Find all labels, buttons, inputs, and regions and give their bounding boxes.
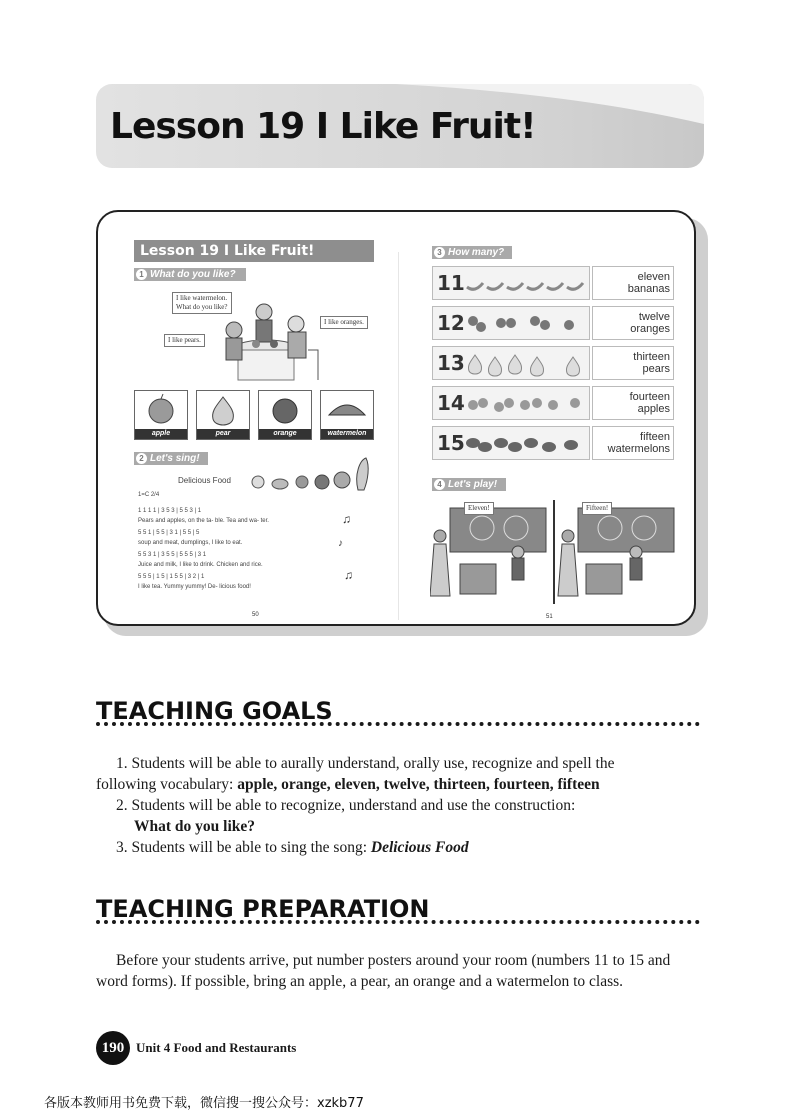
section-number: 2 xyxy=(136,453,147,464)
speech-bubble xyxy=(172,292,232,314)
textbook-spread xyxy=(96,210,708,636)
music-note-icon: ♫ xyxy=(342,512,351,526)
song-notes: 5 5 3 1 | 3 5 5 | 5 5 5 | 3 1 xyxy=(138,552,207,558)
apple-icon xyxy=(135,391,187,429)
lesson-title: Lesson 19 I Like Fruit! xyxy=(110,106,536,147)
section-how-many xyxy=(432,246,512,259)
fruit-label: orange xyxy=(259,429,311,439)
spread-frame xyxy=(96,210,696,626)
speech-bubble: Fifteen! xyxy=(582,502,612,515)
count-number: 13 xyxy=(437,351,465,375)
count-word xyxy=(592,346,674,380)
section-number: 1 xyxy=(136,269,147,280)
count-box xyxy=(432,426,590,460)
section-label: How many? xyxy=(448,247,505,258)
teaching-goals-heading: TEACHING GOALS xyxy=(96,697,333,725)
section-number: 4 xyxy=(434,479,445,490)
preparation-line-2: word forms). If possible, bring an apple, a pear, an orange and a watermelon to class. xyxy=(96,973,624,990)
section-label: Let's sing! xyxy=(150,453,200,464)
watermelon-icon xyxy=(321,391,373,429)
count-box xyxy=(432,266,590,300)
count-word xyxy=(592,306,674,340)
goal-3 xyxy=(116,837,469,858)
fruit-card-orange xyxy=(258,390,312,440)
count-word xyxy=(592,266,674,300)
count-row-15 xyxy=(432,426,674,462)
number-word: fifteen xyxy=(640,431,670,443)
watermark-text: 各版本教师用书免费下载，微信搜一搜公众号：xzkb77 xyxy=(44,1096,364,1111)
oranges-icon xyxy=(465,313,585,335)
heading-underline xyxy=(96,920,700,924)
goal-1-vocabulary: apple, orange, eleven, twelve, thirteen, fourteen, fifteen xyxy=(237,776,600,793)
song-lyrics: Pears and apples, on the ta- ble. Tea and wa- ter. xyxy=(138,518,269,524)
song-key: 1=C 2/4 xyxy=(138,492,160,498)
count-box xyxy=(432,306,590,340)
textbook-left-title: Lesson 19 I Like Fruit! xyxy=(134,240,374,262)
song-lyrics: I like tea. Yummy yummy! De- licious food! xyxy=(138,584,251,590)
fruit-word: apples xyxy=(637,403,670,415)
pears-icon xyxy=(465,351,585,377)
music-note-icon: ♪ xyxy=(338,538,343,549)
number-word: thirteen xyxy=(633,351,670,363)
classroom-game-illustration xyxy=(430,500,678,604)
goal-1-line-2 xyxy=(96,774,600,795)
lesson-banner xyxy=(96,84,704,168)
textbook-page-number: 50 xyxy=(252,612,259,618)
count-word xyxy=(592,426,674,460)
count-box xyxy=(432,346,590,380)
number-word: eleven xyxy=(637,271,670,283)
orange-icon xyxy=(259,391,311,429)
section-number: 3 xyxy=(434,247,445,258)
speech-bubble: Eleven! xyxy=(464,502,494,515)
count-number: 12 xyxy=(437,311,465,335)
section-lets-sing xyxy=(134,452,208,465)
goal-2: 2. Students will be able to recognize, understand and use the construction: xyxy=(116,797,576,814)
speech-bubble: I like oranges. xyxy=(320,316,368,329)
count-word xyxy=(592,386,674,420)
teaching-preparation-heading: TEACHING PREPARATION xyxy=(96,895,430,923)
goal-1-line-1: 1. Students will be able to aurally understand, orally use, recognize and spell the xyxy=(116,755,615,772)
section-label: What do you like? xyxy=(150,269,236,280)
count-number: 15 xyxy=(437,431,465,455)
unit-footer: Unit 4 Food and Restaurants xyxy=(136,1040,297,1055)
count-row-12 xyxy=(432,306,674,342)
section-label: Let's play! xyxy=(448,479,498,490)
preparation-line-1: Before your students arrive, put number posters around your room (numbers 11 to 15 and xyxy=(116,952,671,969)
page-gutter xyxy=(398,252,399,620)
textbook-page-number: 51 xyxy=(546,614,553,620)
fruit-word: watermelons xyxy=(607,443,670,455)
song-notes: 1 1 1 1 | 3 5 3 | 5 5 3 | 1 xyxy=(138,508,202,514)
fruit-label: watermelon xyxy=(321,429,373,439)
section-what-do-you-like xyxy=(134,268,246,281)
speech-bubble: I like pears. xyxy=(164,334,205,347)
fruit-label: pear xyxy=(197,429,249,439)
count-row-13 xyxy=(432,346,674,382)
fruit-word: bananas xyxy=(627,283,670,295)
bananas-icon xyxy=(465,273,585,295)
bubble-line: What do you like? xyxy=(176,303,228,311)
song-notes: 5 5 5 | 1 5 | 1 5 5 | 3 2 | 1 xyxy=(138,574,205,580)
apples-icon xyxy=(465,393,585,415)
fruit-word: pears xyxy=(642,363,670,375)
watermelons-icon xyxy=(465,433,585,455)
pear-icon xyxy=(197,391,249,429)
number-word: fourteen xyxy=(629,391,670,403)
count-number: 14 xyxy=(437,391,465,415)
number-word: twelve xyxy=(638,311,670,323)
section-lets-play xyxy=(432,478,506,491)
music-note-icon: ♫ xyxy=(344,568,353,582)
song-title: Delicious Food xyxy=(178,476,231,485)
bubble-line: I like watermelon. xyxy=(176,294,228,302)
fruit-card-apple xyxy=(134,390,188,440)
song-lyrics: Juice and milk, I like to drink. Chicken and rice. xyxy=(138,562,263,568)
page-number-badge: 190 xyxy=(96,1031,130,1065)
song-notes: 5 5 1 | 5 5 | 3 1 | 5 5 | 5 xyxy=(138,530,200,536)
food-characters-illustration xyxy=(246,454,374,494)
goal-1-label: following vocabulary: xyxy=(96,776,238,793)
goal-3-song: Delicious Food xyxy=(370,839,469,856)
goal-2-construction: What do you like? xyxy=(134,818,256,835)
count-row-11 xyxy=(432,266,674,302)
fruit-label: apple xyxy=(135,429,187,439)
count-box xyxy=(432,386,590,420)
goal-3-label: 3. Students will be able to sing the song: xyxy=(116,839,371,856)
fruit-word: oranges xyxy=(630,323,670,335)
song-lyrics: soup and meat, dumplings, I like to eat. xyxy=(138,540,243,546)
fruit-card-watermelon xyxy=(320,390,374,440)
count-row-14 xyxy=(432,386,674,422)
heading-underline xyxy=(96,722,700,726)
count-number: 11 xyxy=(437,271,465,295)
fruit-card-pear xyxy=(196,390,250,440)
